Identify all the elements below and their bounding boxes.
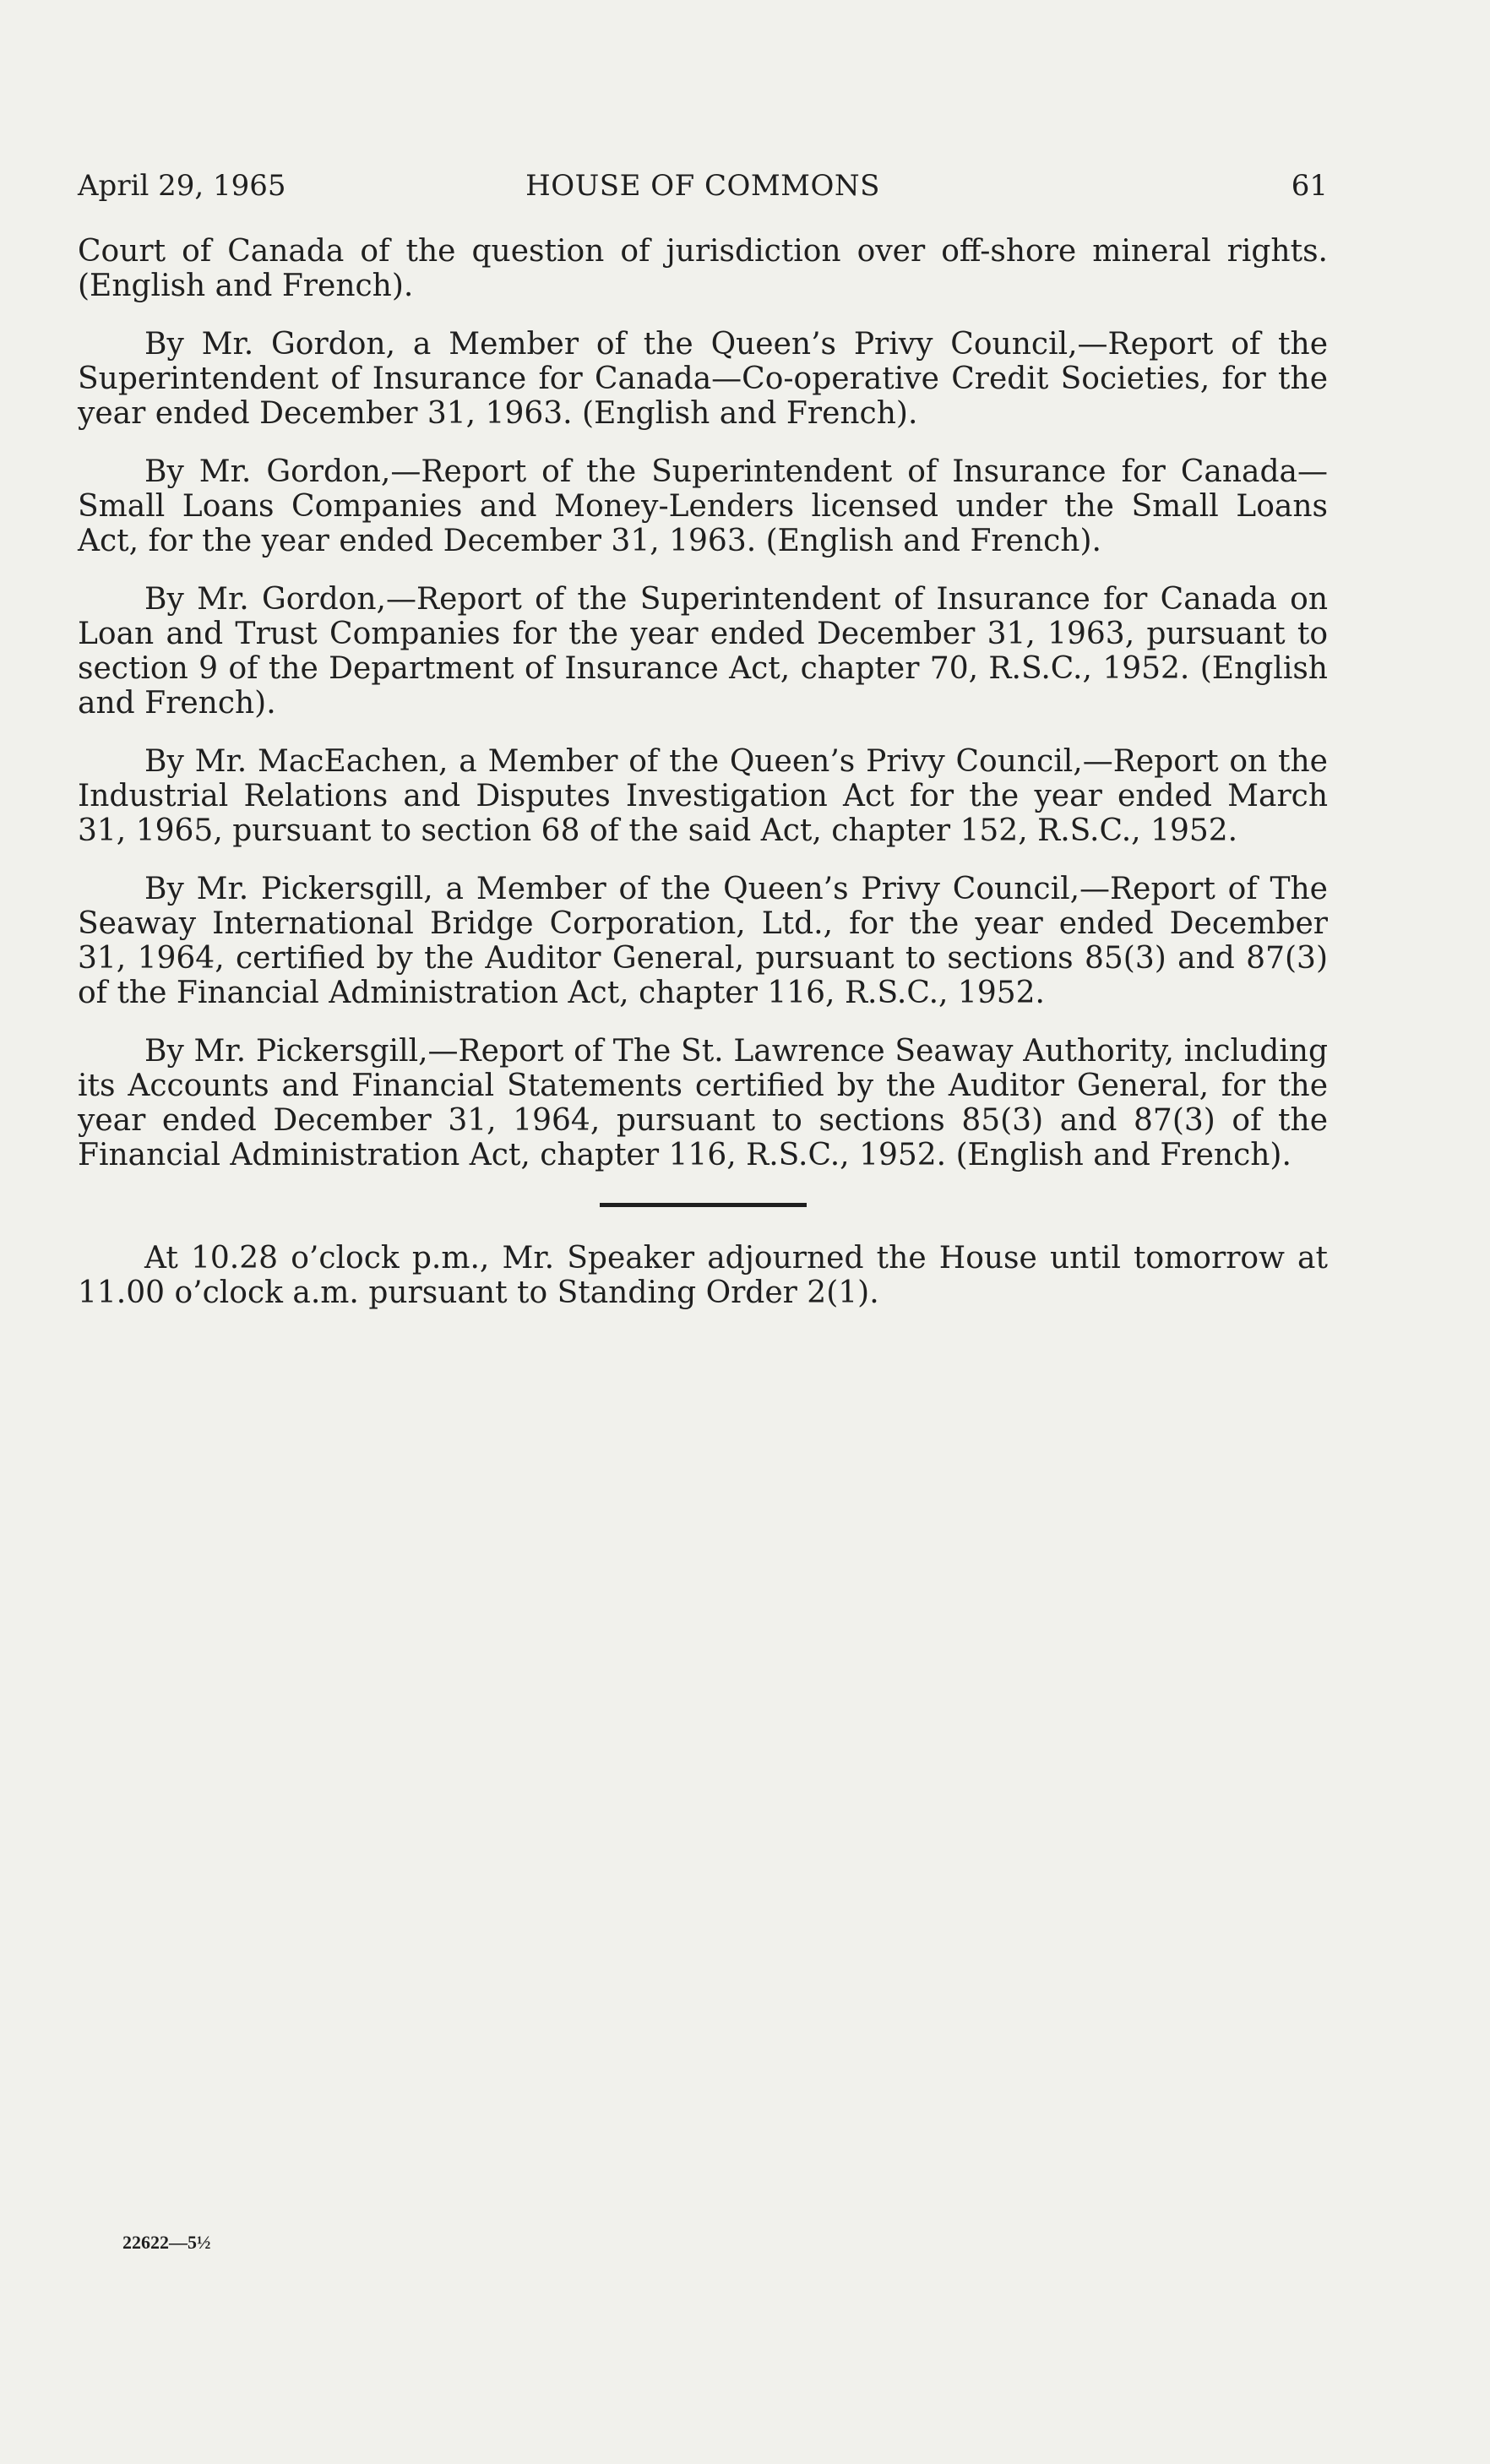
paragraph-gordon-loan-trust: By Mr. Gordon,—Report of the Superintendent of Insurance for Canada on Loan and Trust Companies for the year ended December 31, 1963, pursuant to section 9 of the Department of Insurance Act, chapter 70, R.S.C., 1952. (English and French). xyxy=(78,582,1328,721)
footer-code: 22622—5½ xyxy=(122,2232,211,2253)
paragraph-maceachen-industrial-relations: By Mr. MacEachen, a Member of the Queen’s Privy Council,—Report on the Industrial Relations and Disputes Investigation Act for the year ended March 31, 1965, pursuant to section 68 of the said Act, chapter 152, R.S.C., 1952. xyxy=(78,744,1328,848)
document-page xyxy=(78,156,1328,1334)
paragraph-gordon-small-loans: By Mr. Gordon,—Report of the Superintendent of Insurance for Canada—Small Loans Companies and Money-Lenders licensed under the Small Loans Act, for the year ended December 31, 1963. (English and French). xyxy=(78,454,1328,558)
page-number: 61 xyxy=(1291,169,1328,203)
section-divider xyxy=(600,1203,807,1207)
paragraph-gordon-credit-societies: By Mr. Gordon, a Member of the Queen’s Privy Council,—Report of the Superintendent of Insurance for Canada—Co-operative Credit Societies, for the year ended December 31, 1963. (English and French). xyxy=(78,327,1328,431)
closing-adjournment: At 10.28 o’clock p.m., Mr. Speaker adjourned the House until tomorrow at 11.00 o’clock a.m. pursuant to Standing Order 2(1). xyxy=(78,1241,1328,1310)
paragraph-pickersgill-seaway-authority: By Mr. Pickersgill,—Report of The St. Lawrence Seaway Authority, including its Accounts and Financial Statements certified by the Auditor General, for the year ended December 31, 1964, pursuant to sections 85(3) and 87(3) of the Financial Administration Act, chapter 116, R.S.C., 1952. (English and French). xyxy=(78,1034,1328,1172)
header-date: April 29, 1965 xyxy=(78,169,286,203)
paragraph-pickersgill-bridge-corporation: By Mr. Pickersgill, a Member of the Queen’s Privy Council,—Report of The Seaway International Bridge Corporation, Ltd., for the year ended December 31, 1964, certified by the Auditor General, pursuant to sections 85(3) and 87(3) of the Financial Administration Act, chapter 116, R.S.C., 1952. xyxy=(78,872,1328,1010)
running-header xyxy=(78,156,1328,215)
paragraph-continuation: Court of Canada of the question of jurisdiction over off-shore mineral rights. (English and French). xyxy=(78,234,1328,303)
body-text xyxy=(78,234,1328,1310)
header-title: HOUSE OF COMMONS xyxy=(525,169,880,203)
